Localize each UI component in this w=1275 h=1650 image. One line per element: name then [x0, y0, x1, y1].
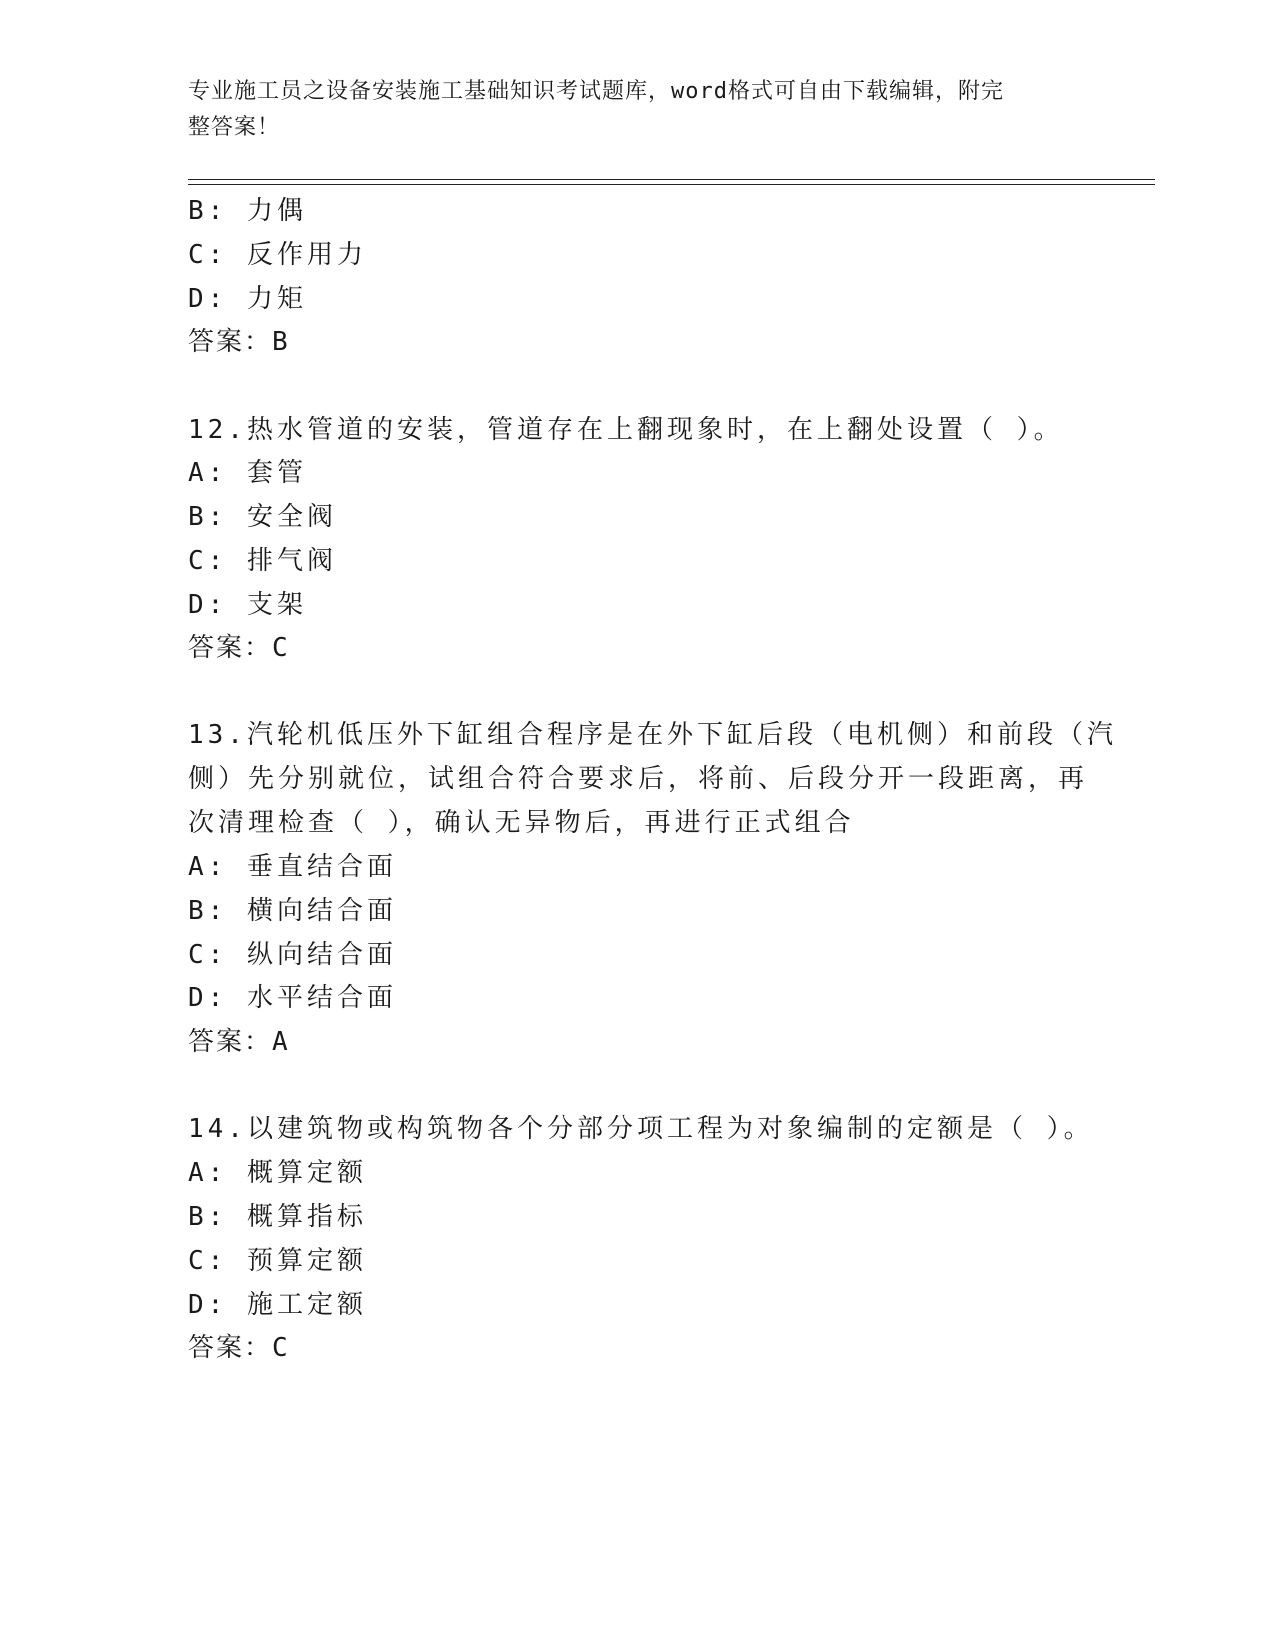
- header-divider-bottom: [188, 184, 1155, 185]
- q11-option-b: B: 力偶: [188, 196, 307, 226]
- q14-option-d: D: 施工定额: [188, 1290, 367, 1320]
- header-divider-top: [188, 179, 1155, 180]
- q12-option-b: B: 安全阀: [188, 502, 337, 532]
- q13-option-b: B: 横向结合面: [188, 896, 397, 926]
- document-header: [188, 74, 1088, 146]
- q14-option-b: B: 概算指标: [188, 1202, 367, 1232]
- q13-stem-line-2: 侧）先分别就位，试组合符合要求后，将前、后段分开一段距离，再: [188, 764, 1089, 794]
- q12-option-a: A: 套管: [188, 458, 307, 488]
- q12-answer: 答案：C: [188, 633, 290, 663]
- q13-option-c: C: 纵向结合面: [188, 940, 397, 970]
- header-line-1: 专业施工员之设备安装施工基础知识考试题库，word格式可自由下载编辑，附完: [188, 79, 1004, 104]
- header-line-2: 整答案！: [188, 115, 281, 140]
- q12-stem: 12.热水管道的安装，管道存在上翻现象时，在上翻处设置（ ）。: [188, 415, 1064, 445]
- q11-option-c: C: 反作用力: [188, 240, 367, 270]
- q13-answer: 答案：A: [188, 1027, 290, 1057]
- q13-option-a: A: 垂直结合面: [188, 852, 397, 882]
- q13-stem-line-1: 13.汽轮机低压外下缸组合程序是在外下缸后段（电机侧）和前段（汽: [188, 720, 1117, 750]
- q12-option-c: C: 排气阀: [188, 546, 337, 576]
- q14-option-c: C: 预算定额: [188, 1246, 367, 1276]
- q12-option-d: D: 支架: [188, 590, 307, 620]
- q14-answer: 答案：C: [188, 1333, 290, 1363]
- q13-stem-line-3: 次清理检查（ ），确认无异物后，再进行正式组合: [188, 808, 855, 838]
- q13-option-d: D: 水平结合面: [188, 983, 397, 1013]
- q11-option-d: D: 力矩: [188, 284, 307, 314]
- q14-stem: 14.以建筑物或构筑物各个分部分项工程为对象编制的定额是（ ）。: [188, 1114, 1094, 1144]
- q14-option-a: A: 概算定额: [188, 1158, 367, 1188]
- q11-answer: 答案：B: [188, 327, 290, 357]
